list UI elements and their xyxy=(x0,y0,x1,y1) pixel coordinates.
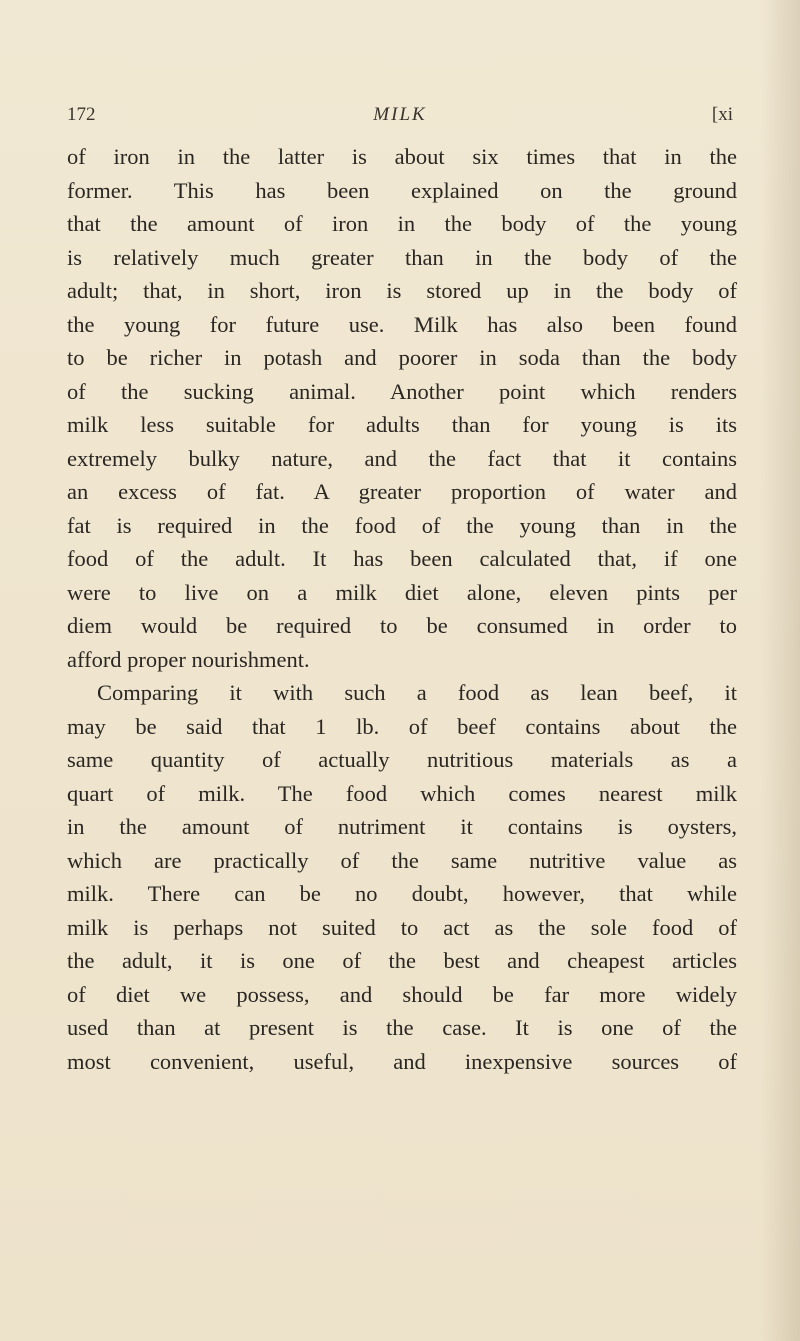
section-marker: [xi xyxy=(711,104,733,125)
text-line: milk. There can be no doubt, however, that while xyxy=(67,881,737,906)
running-title: MILK xyxy=(373,104,427,125)
text-line: which are practically of the same nutritive value as xyxy=(67,847,737,873)
text-line: quart of milk. The food which comes nearest milk xyxy=(67,780,737,806)
text-line: milk is perhaps not suited to act as the sole food of xyxy=(67,914,737,940)
body-text xyxy=(67,140,737,1078)
text-line: former. This has been explained on the ground xyxy=(67,177,737,203)
text-line: the adult, it is one of the best and cheapest articles xyxy=(67,948,737,973)
text-line: is relatively much greater than in the body of the xyxy=(67,244,737,270)
text-line: the young for future use. Milk has also been found xyxy=(67,311,737,337)
text-line: an excess of fat. A greater proportion of water and xyxy=(67,479,737,504)
text-line: adult; that, in short, iron is stored up in the body of xyxy=(67,278,737,303)
paragraph-end-line: afford proper nourishment. xyxy=(67,646,310,672)
text-line: of diet we possess, and should be far more widely xyxy=(67,981,737,1007)
running-head xyxy=(67,104,733,132)
text-line: may be said that 1 lb. of beef contains about the xyxy=(67,713,737,739)
text-line: food of the adult. It has been calculated that, if one xyxy=(67,546,737,571)
text-line: diem would be required to be consumed in order to xyxy=(67,613,737,638)
text-line: milk less suitable for adults than for young is its xyxy=(67,412,737,437)
text-line: were to live on a milk diet alone, eleven pints per xyxy=(67,579,737,605)
page-number: 172 xyxy=(67,104,96,125)
text-line: most convenient, useful, and inexpensive sources of xyxy=(67,1048,737,1074)
text-line: extremely bulky nature, and the fact that it contains xyxy=(67,445,737,471)
text-line: that the amount of iron in the body of the young xyxy=(67,211,737,236)
text-line: of the sucking animal. Another point which renders xyxy=(67,378,737,404)
text-line: in the amount of nutriment it contains is oysters, xyxy=(67,814,737,839)
text-line: of iron in the latter is about six times that in the xyxy=(67,144,737,169)
text-line: same quantity of actually nutritious materials as a xyxy=(67,747,737,772)
text-line: used than at present is the case. It is one of the xyxy=(67,1015,737,1040)
text-line: to be richer in potash and poorer in soda than the body xyxy=(67,345,737,370)
text-line: fat is required in the food of the young than in the xyxy=(67,512,737,538)
paragraph-start-line: Comparing it with such a food as lean beef, it xyxy=(97,680,737,705)
